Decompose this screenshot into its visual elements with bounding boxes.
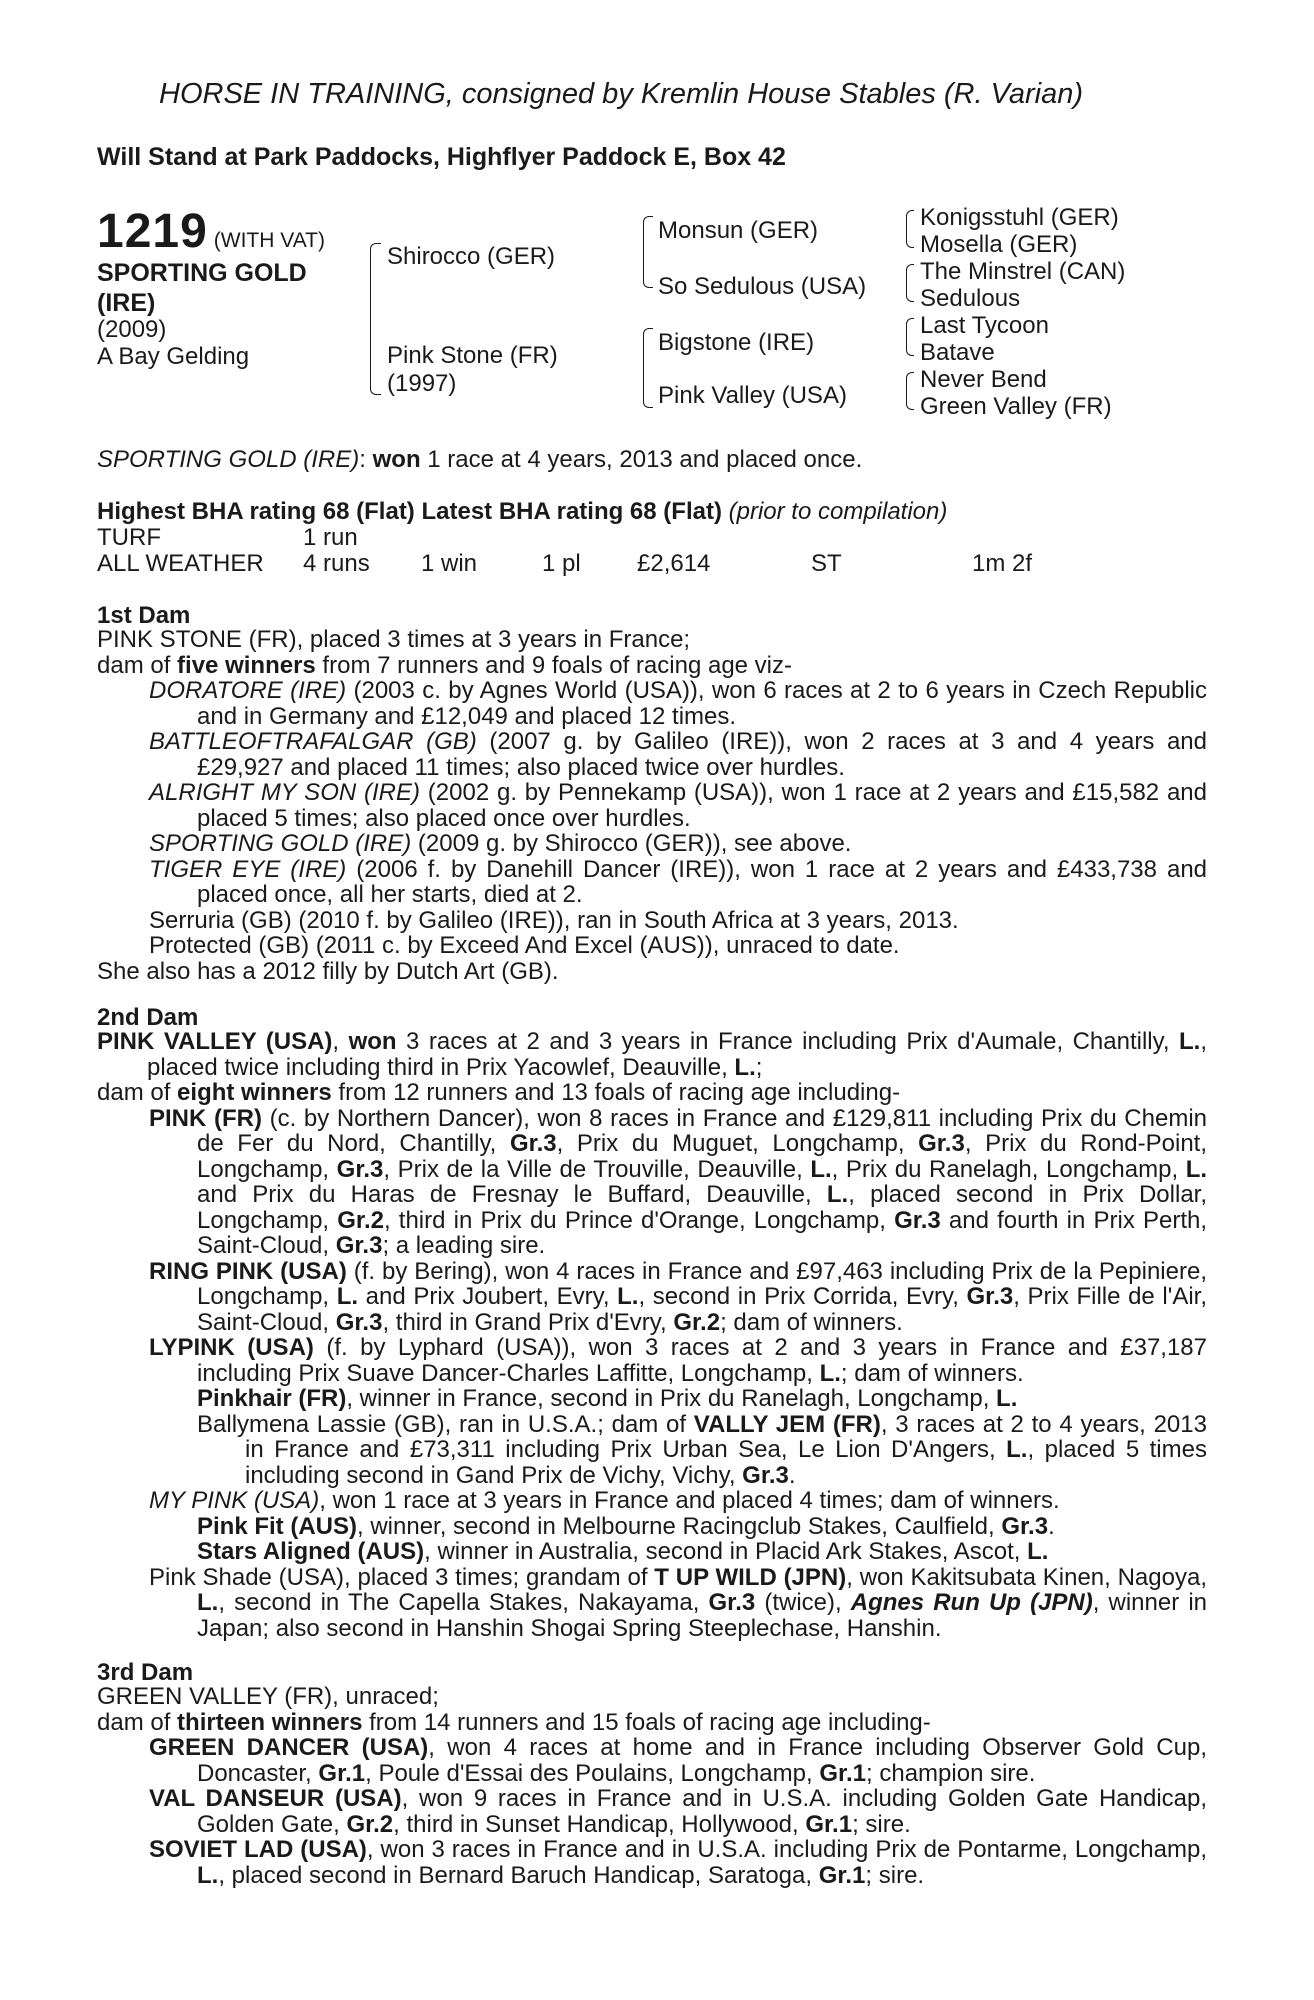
consignor-header: HORSE IN TRAINING, consigned by Kremlin House Stables (R. Varian)	[159, 78, 1084, 110]
brace-gg-4	[906, 372, 914, 410]
pedigree-sire-sire: Monsun (GER)	[658, 217, 819, 244]
pedigree-gg-6: Batave	[920, 339, 995, 366]
stand-location: Will Stand at Park Paddocks, Highflyer Paddock E, Box 42	[97, 143, 786, 171]
second-dam-section	[97, 1029, 1207, 1641]
brace-generation1	[370, 243, 381, 395]
pedigree-gg-2: Mosella (GER)	[920, 231, 1078, 258]
produce-item: SOVIET LAD (USA), won 3 races in France and in U.S.A. including Prix de Pontarme, Longchamp, L., placed second in Bernard Baruch Handicap, Saratoga, Gr.1; sire.	[149, 1836, 1207, 1889]
record-turf-runs: 1 run	[303, 524, 358, 551]
produce-item: ALRIGHT MY SON (IRE) (2002 g. by Pennekamp (USA)), won 1 race at 2 years and £15,582 and placed 5 times; also placed once over hurdles.	[149, 779, 1207, 832]
pedigree-gg-3: The Minstrel (CAN)	[920, 258, 1126, 285]
produce-sub-item: Ballymena Lassie (GB), ran in U.S.A.; dam of VALLY JEM (FR), 3 races at 2 to 4 years, 2013 in France and £73,311 including Prix Urban Sea, Le Lion D'Angers, L., placed 5 times including second in Gand Prix de Vichy, Vichy, Gr.3.	[197, 1410, 1207, 1489]
pedigree-sire-dam: So Sedulous (USA)	[658, 273, 867, 300]
record-aw-surface: ST	[811, 550, 842, 577]
record-aw-distance: 1m 2f	[972, 550, 1033, 577]
produce-sub-item: Stars Aligned (AUS), winner in Australia, second in Placid Ark Stakes, Ascot, L.	[197, 1538, 1049, 1565]
record-turf-label: TURF	[97, 524, 161, 551]
horse-description: A Bay Gelding	[97, 343, 250, 370]
first-dam-section	[97, 627, 1207, 984]
produce-sub-item: Pinkhair (FR), winner in France, second in Prix du Ranelagh, Longchamp, L.	[197, 1385, 1018, 1412]
foaling-year: (2009)	[97, 316, 167, 343]
produce-item: VAL DANSEUR (USA), won 9 races in France and in U.S.A. including Golden Gate Handicap, Golden Gate, Gr.2, third in Sunset Handicap, Hollywood, Gr.1; sire.	[149, 1785, 1208, 1838]
third-dam-heading: 3rd Dam	[97, 1659, 194, 1686]
record-aw-label: ALL WEATHER	[97, 550, 264, 577]
produce-sub-item: Pink Fit (AUS), winner, second in Melbourne Racingclub Stakes, Caulfield, Gr.3.	[197, 1512, 1055, 1540]
produce-item: PINK (FR) (c. by Northern Dancer), won 8 races in France and £129,811 including Prix du Chemin de Fer du Nord, Chantilly, Gr.3, Prix du Muguet, Longchamp, Gr.3, Prix du Rond-Point, Longchamp, Gr.3, Prix de la Ville de Trouville, Deauville, L., Prix du Ranelagh, Longchamp, L. and Prix du Haras de Fresnay le Buffard, Deauville, L., placed second in Prix Dollar, Longchamp, Gr.2, third in Prix du Prince d'Orange, Longchamp, Gr.3 and fourth in Prix Perth, Saint-Cloud, Gr.3; a leading sire.	[149, 1104, 1208, 1259]
pedigree-gg-4: Sedulous	[920, 285, 1021, 312]
produce-item: MY PINK (USA), won 1 race at 3 years in France and placed 4 times; dam of winners.	[149, 1487, 1060, 1514]
produce-item: DORATORE (IRE) (2003 c. by Agnes World (USA)), won 6 races at 2 to 6 years in Czech Republic and in Germany and £12,049 and placed 12 times.	[149, 677, 1208, 730]
produce-item: TIGER EYE (IRE) (2006 f. by Danehill Dancer (IRE)), won 1 race at 2 years and £433,738 and placed once, all her starts, died at 2.	[149, 855, 1208, 908]
pedigree-gg-1: Konigsstuhl (GER)	[920, 204, 1119, 231]
lot-number: 1219	[97, 205, 208, 258]
produce-item: RING PINK (USA) (f. by Bering), won 4 races in France and £97,463 including Prix de la Pepiniere, Longchamp, L. and Prix Joubert, Evry, L., second in Prix Corrida, Evry, Gr.3, Prix Fille de l'Air, Saint-Cloud, Gr.3, third in Grand Prix d'Evry, Gr.2; dam of winners.	[149, 1257, 1207, 1336]
first-dam-record: PINK STONE (FR), placed 3 times at 3 years in France;	[97, 626, 691, 653]
brace-gg-1	[906, 210, 914, 248]
brace-sire-line	[643, 216, 653, 288]
pedigree-sire: Shirocco (GER)	[387, 243, 556, 270]
pedigree-dam-sire: Bigstone (IRE)	[658, 329, 815, 356]
first-dam-heading: 1st Dam	[97, 602, 191, 629]
first-dam-produce-summary: dam of five winners from 7 runners and 9 foals of racing age viz-	[97, 651, 793, 679]
race-summary: SPORTING GOLD (IRE): won 1 race at 4 years, 2013 and placed once.	[97, 446, 863, 473]
brace-dam-line	[643, 328, 653, 408]
produce-item: Protected (GB) (2011 c. by Exceed And Excel (AUS)), unraced to date.	[149, 932, 900, 959]
produce-item: Serruria (GB) (2010 f. by Galileo (IRE)), ran in South Africa at 3 years, 2013.	[149, 906, 959, 934]
third-dam-record: GREEN VALLEY (FR), unraced;	[97, 1683, 439, 1710]
record-aw-prize: £2,614	[637, 550, 711, 577]
pedigree-gg-8: Green Valley (FR)	[920, 393, 1112, 420]
produce-item: Pink Shade (USA), placed 3 times; grandam of T UP WILD (JPN), won Kakitsubata Kinen, Nagoya, L., second in The Capella Stakes, Nakayama, Gr.3 (twice), Agnes Run Up (JPN), winner in Japan; also second in Hanshin Shogai Spring Steeplechase, Hanshin.	[149, 1563, 1208, 1642]
record-aw-runs: 4 runs	[303, 550, 370, 577]
produce-item: GREEN DANCER (USA), won 4 races at home and in France including Observer Gold Cup, Doncaster, Gr.1, Poule d'Essai des Poulains, Longchamp, Gr.1; champion sire.	[149, 1734, 1207, 1787]
horse-name: SPORTING GOLD (IRE)	[97, 259, 307, 317]
second-dam-heading: 2nd Dam	[97, 1004, 199, 1031]
third-dam-section	[97, 1684, 1207, 1888]
produce-item: SPORTING GOLD (IRE) (2009 g. by Shirocco (GER)), see above.	[149, 830, 852, 857]
produce-item: BATTLEOFTRAFALGAR (GB) (2007 g. by Galileo (IRE)), won 2 races at 3 and 4 years and £29,927 and placed 11 times; also placed twice over hurdles.	[149, 728, 1207, 781]
lot-heading	[97, 204, 325, 259]
second-dam-record: PINK VALLEY (USA), won 3 races at 2 and 3 years in France including Prix d'Aumale, Chantilly, L., placed twice including third in Prix Yacowlef, Deauville, L.;	[97, 1028, 1208, 1081]
pedigree-gg-5: Last Tycoon	[920, 312, 1049, 339]
pedigree-gg-7: Never Bend	[920, 366, 1047, 393]
brace-gg-2	[906, 264, 914, 302]
pedigree-dam-dam: Pink Valley (USA)	[658, 382, 847, 409]
produce-item: LYPINK (USA) (f. by Lyphard (USA)), won 3 races at 2 and 3 years in France and £37,187 including Prix Suave Dancer-Charles Laffitte, Longchamp, L.; dam of winners.	[149, 1334, 1207, 1387]
produce-note: She also has a 2012 filly by Dutch Art (GB).	[97, 957, 559, 985]
catalogue-page	[97, 0, 1207, 2000]
second-dam-produce-summary: dam of eight winners from 12 runners and 13 foals of racing age including-	[97, 1079, 901, 1106]
brace-gg-3	[906, 318, 914, 356]
pedigree-dam: Pink Stone (FR)	[387, 342, 558, 369]
bha-rating: Highest BHA rating 68 (Flat) Latest BHA rating 68 (Flat) (prior to compilation)	[97, 498, 948, 525]
pedigree-dam-year: (1997)	[387, 370, 457, 397]
vat-note: (WITH VAT)	[213, 229, 325, 252]
record-aw-placed: 1 pl	[542, 550, 581, 577]
record-aw-wins: 1 win	[421, 550, 478, 577]
third-dam-produce-summary: dam of thirteen winners from 14 runners and 15 foals of racing age including-	[97, 1708, 931, 1736]
